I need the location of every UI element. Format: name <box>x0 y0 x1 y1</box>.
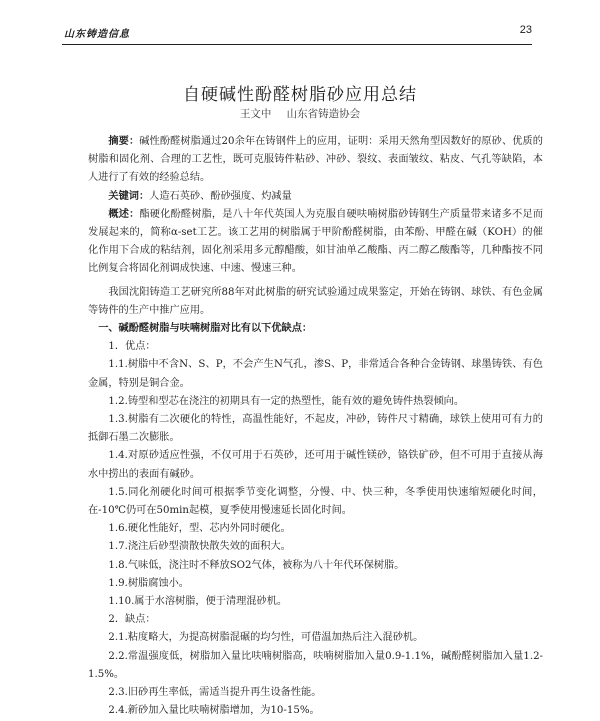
overview <box>88 206 543 279</box>
keywords-label: 关键词： <box>108 190 150 202</box>
advantage-item: 1.3.树脂有二次硬化的特性，高温性能好，不起皮，冲砂，铸件尺寸精确，球铁上使用可有力的抵御石墨二次膨胀。 <box>88 414 543 444</box>
keywords-text: 人造石英砂、酚砂强度、灼减量 <box>149 190 292 202</box>
disadvantage-item: 2.2.常温强度低，树脂加入量比呋喃树脂高，呋喃树脂加入量0.9-1.1%，碱酚醛树脂加入量1.2-1.5%。 <box>88 650 543 680</box>
author-name: 王文中 <box>239 108 272 120</box>
advantage-item: 1.7.浇注后砂型溃散快散失效的面积大。 <box>108 541 291 553</box>
advantage-item: 1.2.铸型和型芯在浇注的初期具有一定的热塑性，能有效的避免铸件热裂倾向。 <box>108 395 465 407</box>
disadvantage-item: 2.1.粘度略大，为提高树脂混碾的均匀性，可借温加热后注入混砂机。 <box>108 632 424 644</box>
abstract-label: 摘要： <box>108 136 140 147</box>
journal-name: 山东铸造信息 <box>64 29 130 40</box>
overview-text: 酯硬化酚醛树脂，是八十年代英国人为克服自硬呋喃树脂砂铸钢生产质量带来诸多不足而发展起来的，简称α-set工艺。该工艺用的树脂属于甲阶酚醛树脂，由苯酚、甲醛在碱（KOH）的催化作用下合成的粘结剂，固化剂采用多元醇醋酸，如甘油单乙酸酯、丙二醇乙酸酯等，几种酯按不同比例复合将固化剂调成快速、中速、慢速三种。 <box>88 208 544 275</box>
advantage-item: 1.4.对原砂适应性强，不仅可用于石英砂，还可用于碱性镁砂，铬铁矿砂，但不可用于直接从海水中捞出的表面有碱砂。 <box>88 450 543 480</box>
advantages-heading: 1．优点： <box>108 341 156 353</box>
advantage-item: 1.5.同化剂硬化时间可根据季节变化调整，分慢、中、快三种，冬季使用快速缩短硬化时间，在-10℃仍可在50min起模，夏季使用慢速延长固化时间。 <box>88 486 543 517</box>
intro-paragraph: 我国沈阳铸造工艺研究所88年对此树脂的研究试验通过成果鉴定，开始在铸钢、球铁、有色金属等铸件的生产中推广应用。 <box>88 286 543 316</box>
article-body <box>88 133 543 721</box>
section-heading: 一、碱酚醛树脂与呋喃树脂对比有以下优缺点： <box>98 323 313 335</box>
author-line <box>0 106 600 121</box>
disadvantage-item: 2.4.新砂加入量比呋喃树脂增加，为10-15%。 <box>108 705 320 717</box>
advantage-item: 1.1.树脂中不含N、S、P，不会产生N气孔，渗S、P，非常适合各种合金铸钢、球墨铸铁、有色金属，特别是铜合金。 <box>88 359 543 389</box>
advantage-item: 1.6.硬化性能好，型、芯内外同时硬化。 <box>108 523 291 535</box>
advantage-item: 1.9.树脂腐蚀小。 <box>108 577 189 589</box>
page-number: 23 <box>519 24 532 36</box>
article-title: 自硬碱性酚醛树脂砂应用总结 <box>183 85 417 105</box>
disadvantages-heading: 2．缺点： <box>108 614 156 626</box>
advantage-item: 1.10.属于水溶树脂，便于清理混砂机。 <box>108 596 288 608</box>
keywords <box>88 188 543 206</box>
overview-label: 概述： <box>108 208 140 220</box>
abstract-text: 碱性酚醛树脂通过20余年在铸钢件上的应用，证明：采用天然角型因数好的原砂、优质的树脂和固化剂、合理的工艺性，既可克服铸件粘砂、冲砂、裂纹、表面皱纹、粘皮、气孔等缺陷，本人进行了有效的经验总结。 <box>88 136 543 184</box>
advantage-item: 1.8.气味低，浇注时不释放SO2气体，被称为八十年代环保树脂。 <box>108 559 405 571</box>
author-org: 山东省铸造协会 <box>286 108 361 120</box>
abstract <box>88 133 543 188</box>
disadvantage-item: 2.3.旧砂再生率低，需适当提升再生设备性能。 <box>108 687 322 699</box>
running-header <box>62 22 532 45</box>
